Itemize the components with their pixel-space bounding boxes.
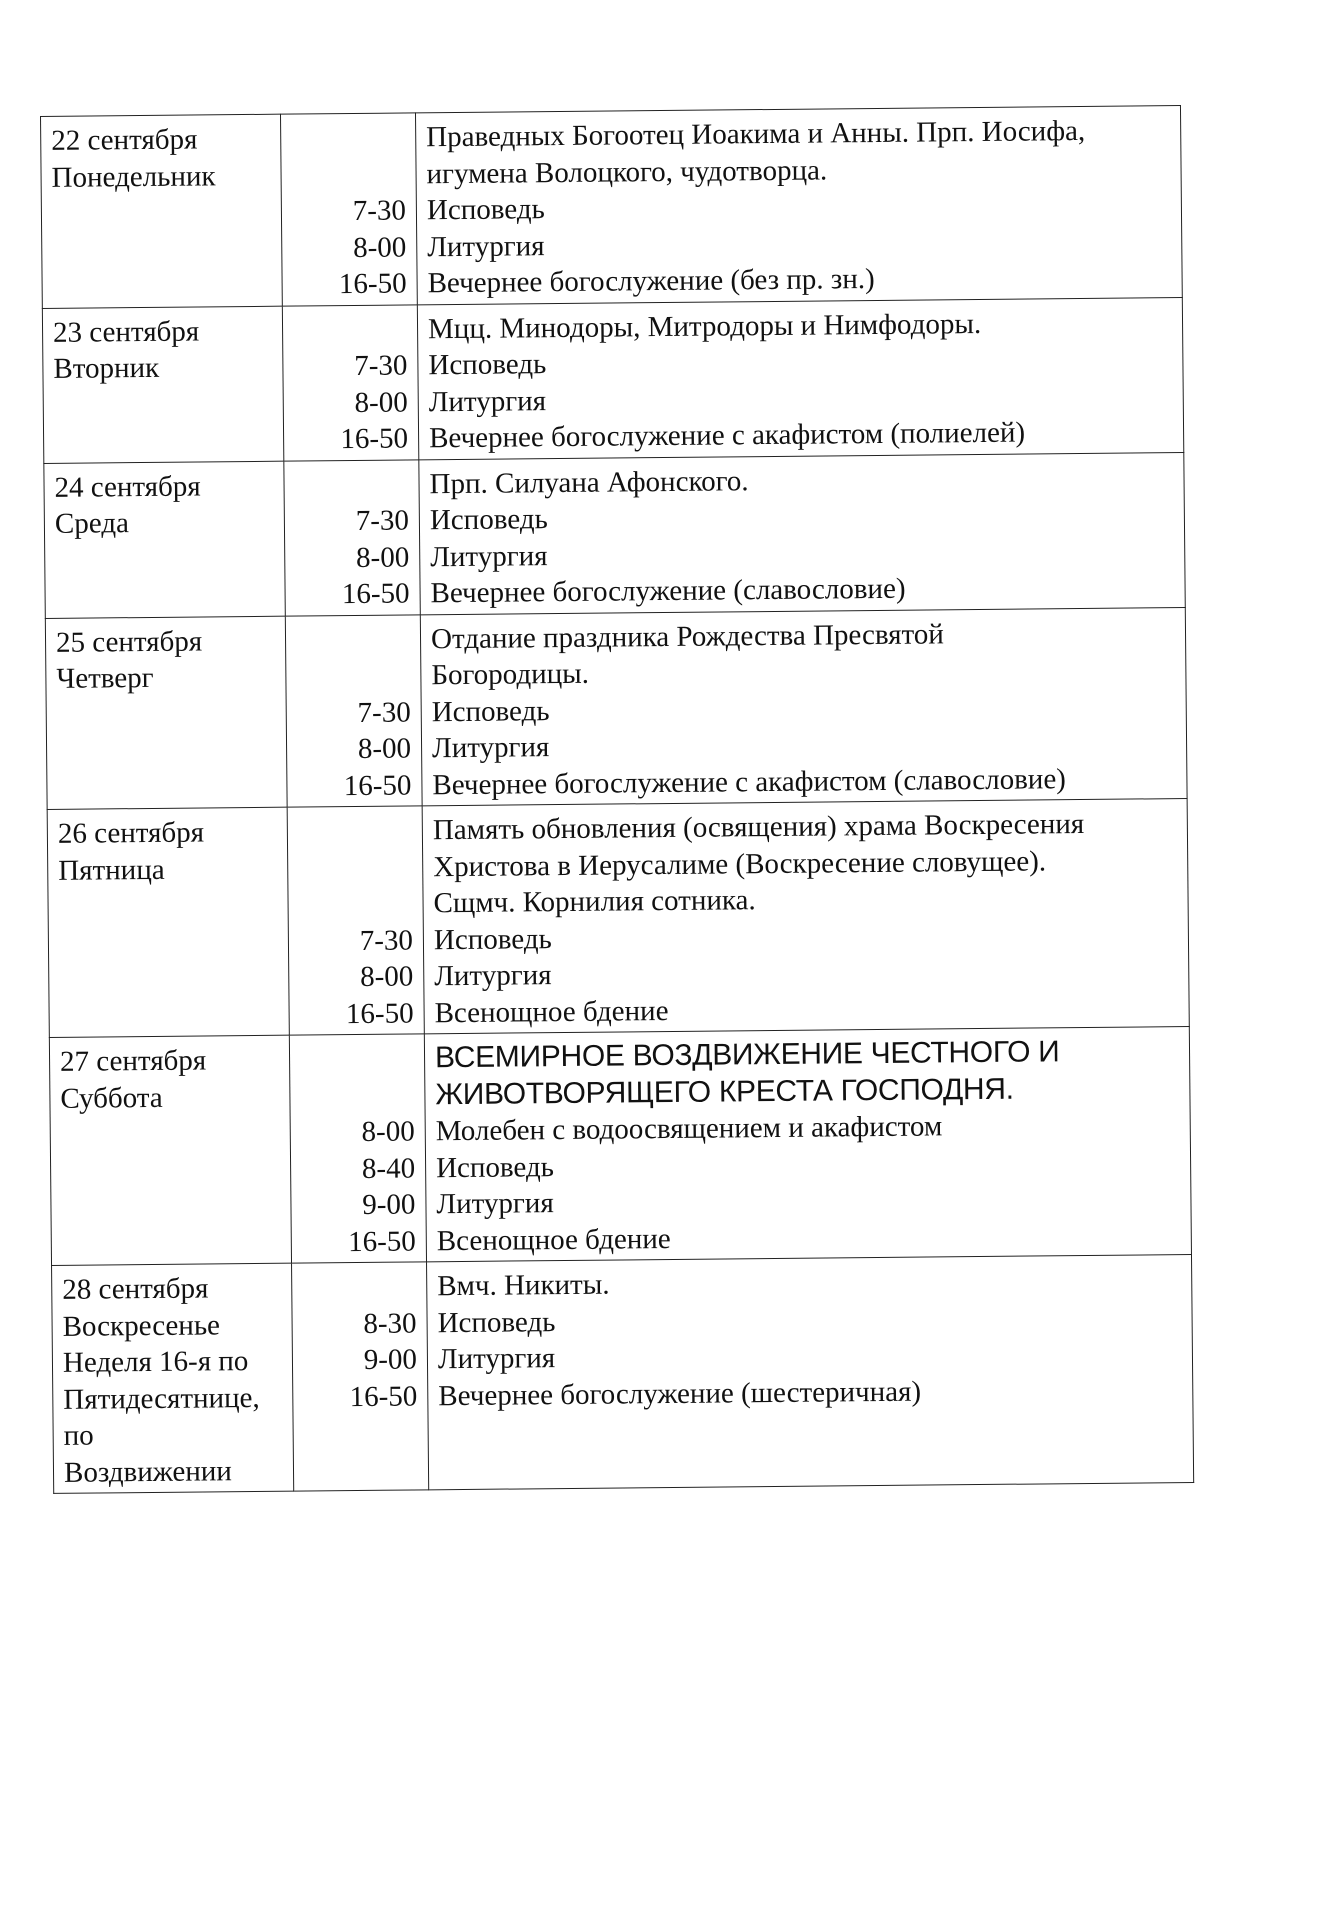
service-name: Литургия	[436, 1187, 554, 1221]
service-time: 8-30	[363, 1306, 417, 1340]
feast-title: Отдание праздника Рождества Пресвятой	[430, 617, 944, 655]
service-time: 7-30	[355, 504, 410, 537]
day-note: Воздвижении	[63, 1454, 232, 1489]
service-name: Всенощное бдение	[436, 1222, 671, 1257]
service-time: 16-50	[338, 267, 407, 301]
service-name: Исповедь	[428, 348, 547, 382]
service-time: 7-30	[357, 695, 411, 729]
schedule-table	[40, 105, 1194, 1494]
day-date: 22 сентября	[51, 123, 198, 157]
time-spacer	[291, 119, 405, 157]
time-spacer	[298, 849, 412, 887]
day-cell	[44, 461, 285, 618]
service-name: Исповедь	[426, 193, 545, 227]
service-name: Вечернее богослужение (славословие)	[430, 572, 906, 610]
time-spacer	[300, 1040, 414, 1078]
day-note: Пятидесятнице,	[63, 1381, 260, 1416]
feast-title: Память обновления (освящения) храма Воскресения	[432, 808, 1085, 847]
time-spacer	[296, 657, 410, 695]
service-name: Литургия	[428, 384, 547, 418]
feast-title: ЖИВОТВОРЯЩЕГО КРЕСТА ГОСПОДНЯ.	[435, 1072, 1014, 1111]
time-spacer	[294, 466, 408, 504]
schedule-sheet	[40, 105, 1193, 1494]
day-cell	[41, 114, 283, 308]
day-row	[49, 1027, 1191, 1266]
time-spacer	[302, 1268, 416, 1306]
feast-title: Праведных Богоотец Иоакима и Анны. Прп. Иосифа,	[426, 114, 1086, 154]
time-cell	[287, 806, 424, 1035]
service-time: 16-50	[340, 422, 409, 456]
service-time: 16-50	[349, 1379, 418, 1413]
service-cell	[422, 799, 1189, 1034]
service-time: 9-00	[362, 1188, 416, 1221]
feast-title: Прп. Силуана Афонского.	[429, 464, 749, 500]
day-cell	[47, 807, 289, 1037]
service-time: 8-40	[361, 1151, 416, 1185]
feast-title: Богородицы.	[431, 657, 590, 692]
feast-title: Сщмч. Корнилия сотника.	[433, 884, 756, 920]
day-cell	[52, 1263, 294, 1493]
feast-title: игумена Волоцкого, чудотворца.	[426, 153, 828, 190]
day-row	[47, 799, 1189, 1038]
day-weekday: Воскресенье	[62, 1308, 221, 1343]
service-time: 16-50	[341, 577, 410, 611]
service-cell	[427, 1254, 1194, 1489]
feast-title: ВСЕМИРНОЕ ВОЗДВИЖЕНИЕ ЧЕСТНОГО И	[434, 1035, 1060, 1075]
service-name: Литургия	[434, 959, 552, 993]
day-row	[42, 297, 1183, 463]
day-weekday: Вторник	[53, 351, 160, 385]
service-time: 8-00	[354, 385, 408, 419]
time-cell	[280, 113, 417, 306]
service-time: 8-00	[357, 732, 412, 765]
day-weekday: Пятница	[58, 853, 165, 887]
service-time: 8-00	[355, 540, 410, 574]
feast-title: Мцц. Минодоры, Митродоры и Нимфодоры.	[427, 307, 982, 345]
service-name: Литургия	[431, 731, 550, 765]
day-date: 28 сентября	[62, 1272, 209, 1306]
day-row	[41, 106, 1183, 308]
service-time: 16-50	[347, 1224, 416, 1258]
day-cell	[49, 1035, 291, 1265]
day-date: 23 сентября	[52, 314, 200, 349]
time-cell	[289, 1034, 426, 1263]
service-time: 8-00	[352, 230, 407, 264]
service-name: Молебен с водоосвящением и акафистом	[435, 1110, 943, 1148]
time-cell	[292, 1262, 429, 1491]
service-time: 7-30	[354, 349, 408, 382]
time-spacer	[296, 621, 410, 659]
service-cell	[417, 297, 1183, 459]
service-cell	[420, 607, 1187, 806]
service-name: Вечернее богослужение (шестеричная)	[438, 1375, 922, 1412]
feast-title: Вмч. Никиты.	[437, 1268, 610, 1303]
day-note: Неделя 16-я по	[62, 1345, 249, 1379]
service-name: Исповедь	[435, 1150, 555, 1184]
day-date: 24 сентября	[54, 469, 201, 504]
time-cell	[284, 459, 420, 615]
time-spacer	[293, 311, 407, 349]
day-note: по	[63, 1419, 94, 1452]
time-cell	[282, 304, 418, 460]
service-time: 7-30	[352, 194, 407, 228]
day-date: 27 сентября	[59, 1044, 207, 1078]
time-spacer	[298, 812, 412, 850]
service-name: Исповедь	[437, 1305, 556, 1339]
time-spacer	[298, 885, 412, 923]
day-date: 26 сентября	[57, 816, 205, 850]
day-row	[52, 1254, 1194, 1493]
service-name: Исповедь	[429, 503, 548, 537]
service-name: Исповедь	[431, 694, 550, 728]
service-name: Вечернее богослужение (без пр. зн.)	[427, 262, 875, 300]
day-cell	[42, 306, 283, 463]
service-cell	[415, 106, 1182, 305]
service-time: 7-30	[359, 923, 414, 957]
time-spacer	[291, 156, 405, 194]
service-name: Литургия	[437, 1342, 556, 1376]
day-date: 25 сентября	[55, 624, 203, 659]
time-spacer	[300, 1077, 414, 1115]
service-name: Исповедь	[433, 922, 552, 956]
day-weekday: Четверг	[56, 661, 154, 695]
service-cell	[424, 1027, 1191, 1262]
service-cell	[419, 452, 1185, 614]
day-row	[44, 452, 1185, 618]
day-cell	[45, 616, 287, 810]
service-name: Литургия	[430, 539, 548, 573]
day-weekday: Суббота	[60, 1081, 163, 1115]
service-time: 8-00	[359, 960, 414, 993]
day-row	[45, 607, 1187, 809]
day-weekday: Среда	[54, 507, 130, 540]
service-name: Всенощное бдение	[434, 994, 669, 1029]
time-cell	[285, 614, 422, 807]
day-weekday: Понедельник	[51, 159, 216, 194]
service-name: Вечернее богослужение с акафистом (славословие)	[432, 762, 1067, 801]
schedule-body	[41, 106, 1194, 1494]
service-name: Вечернее богослужение с акафистом (полиелей)	[428, 416, 1026, 455]
feast-title: Христова в Иерусалиме (Воскресение словущее).	[433, 844, 1047, 883]
service-time: 8-00	[361, 1115, 415, 1148]
service-time: 16-50	[345, 996, 414, 1030]
service-time: 16-50	[343, 768, 412, 802]
service-time: 9-00	[363, 1343, 418, 1376]
service-name: Литургия	[427, 229, 545, 263]
